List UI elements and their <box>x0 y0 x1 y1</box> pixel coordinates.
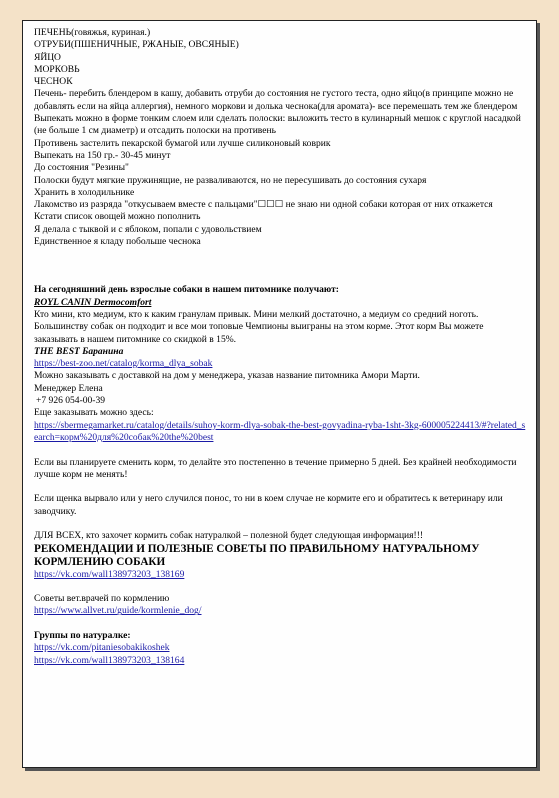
best-zoo-link[interactable]: https://best-zoo.net/catalog/korma_dlya_sobak <box>34 358 213 370</box>
vets-advice-label: Советы вет.врачей по кормлению <box>34 593 170 605</box>
manager-phone: +7 926 054-00-39 <box>36 395 106 407</box>
brand-the-best: THE BEST Баранина <box>34 345 124 357</box>
brand-royal-canin: ROYL CANIN Dermocomfort <box>34 296 152 308</box>
spacer <box>34 581 528 593</box>
recipe-step: Кстати список овощей можно пополнить <box>34 211 201 223</box>
allvet-link[interactable]: https://www.allvet.ru/guide/kormlenie_dog/ <box>34 605 202 617</box>
spacer <box>34 518 528 530</box>
brand-description: Кто мини, кто медиум, кто к каким гранулам привык. Мини мелкий достаточно, а медиум со средний ноготь. Большинству собак он подходит и все мои топовые Чемпионы выиграны на этом корме. Этот корм Вы можете заказывать в нашем питомнике со скидкой в 15%. <box>34 308 484 345</box>
recipe-step: Выпекать на 150 гр.- 30-45 минут <box>34 149 171 161</box>
recipe-step: Противень застелить пекарской бумагой или лучше силиконовый коврик <box>34 137 331 149</box>
recipe-step: Выпекать можно в форме тонким слоем или сделать полоски: выложить тесто в кулинарный мешок с круглой насадкой (не больше 1 см диаметр) и отсадить полоски на противень <box>34 113 521 137</box>
vk-wall-link-1[interactable]: https://vk.com/wall138973203_138169 <box>34 568 185 580</box>
recipe-step: Единственное я кладу побольше чеснока <box>34 236 201 248</box>
ingredient-line: ПЕЧЕНЬ(говяжья, куриная.) <box>34 27 151 38</box>
recipe-step: До состояния "Резины" <box>34 162 129 174</box>
ingredient-line: ОТРУБИ(ПШЕНИЧНЫЕ, РЖАНЫЕ, ОВСЯНЫЕ) <box>34 39 239 51</box>
recipe-step: Я делала с тыквой и с яблоком, попали с удовольствием <box>34 223 262 235</box>
spacer <box>34 618 528 630</box>
recipe-step: Печень- перебить блендером в кашу, добавить отруби до состояния не густого теста, одно яйцо(в принципе можно не добавлять если на яйца аллергия), немного моркови и долька чеснока(для аромата)- все перемешать тем же блендером <box>34 88 518 112</box>
ingredient-line: МОРКОВЬ <box>34 63 80 75</box>
also-order-text: Еще заказывать можно здесь: <box>34 407 154 419</box>
vk-group-link[interactable]: https://vk.com/pitaniesobakikoshek <box>34 642 170 654</box>
sbermegamarket-link[interactable]: https://sbermegamarket.ru/catalog/details/suhoy-korm-dlya-sobak-the-best-govyadina-ryba-1sht-3kg-600005224413/#?related_search=корм%20для%20собак%20the%20best <box>34 419 526 443</box>
vomit-advice: Если щенка вырвало или у него случился понос, то ни в коем случае не кормите его и обратитесь к ветеринару или заводчику. <box>34 493 503 517</box>
document-body <box>34 27 528 667</box>
recipe-step: Хранить в холодильнике <box>34 186 135 198</box>
ingredient-line: ЯЙЦО <box>34 51 61 63</box>
recipe-step: Полоски будут мягкие пружинящие, не разваливаются, но не пересушивать до состояния сухаря <box>34 174 427 186</box>
food-heading: На сегодняшний день взрослые собаки в нашем питомнике получают: <box>34 284 339 296</box>
natural-title: РЕКОМЕНДАЦИИ И ПОЛЕЗНЫЕ СОВЕТЫ ПО ПРАВИЛЬНОМУ НАТУРАЛЬНОМУ КОРМЛЕНИЮ СОБАКИ <box>34 542 480 568</box>
spacer <box>34 248 528 284</box>
groups-label: Группы по натуралке: <box>34 630 131 642</box>
order-text: Можно заказывать с доставкой на дом у менеджера, указав название питомника Амори Марти. <box>34 370 420 382</box>
manager-name: Менеджер Елена <box>34 382 103 394</box>
ingredient-line: ЧЕСНОК <box>34 76 73 88</box>
spacer <box>34 444 528 456</box>
document-page <box>22 20 537 768</box>
change-food-advice: Если вы планируете сменить корм, то делайте это постепенно в течение примерно 5 дней. Без крайней необходимости лучше корм не менять! <box>34 456 517 480</box>
natural-intro: ДЛЯ ВСЕХ, кто захочет кормить собак натуралкой – полезной будет следующая информация!!! <box>34 530 424 542</box>
recipe-step: Лакомство из разряда "откусываем вместе с пальцами"☐☐☐ не знаю ни одной собаки которая от них откажется <box>34 199 493 211</box>
vk-wall-link-2[interactable]: https://vk.com/wall138973203_138164 <box>34 654 185 666</box>
spacer <box>34 481 528 493</box>
